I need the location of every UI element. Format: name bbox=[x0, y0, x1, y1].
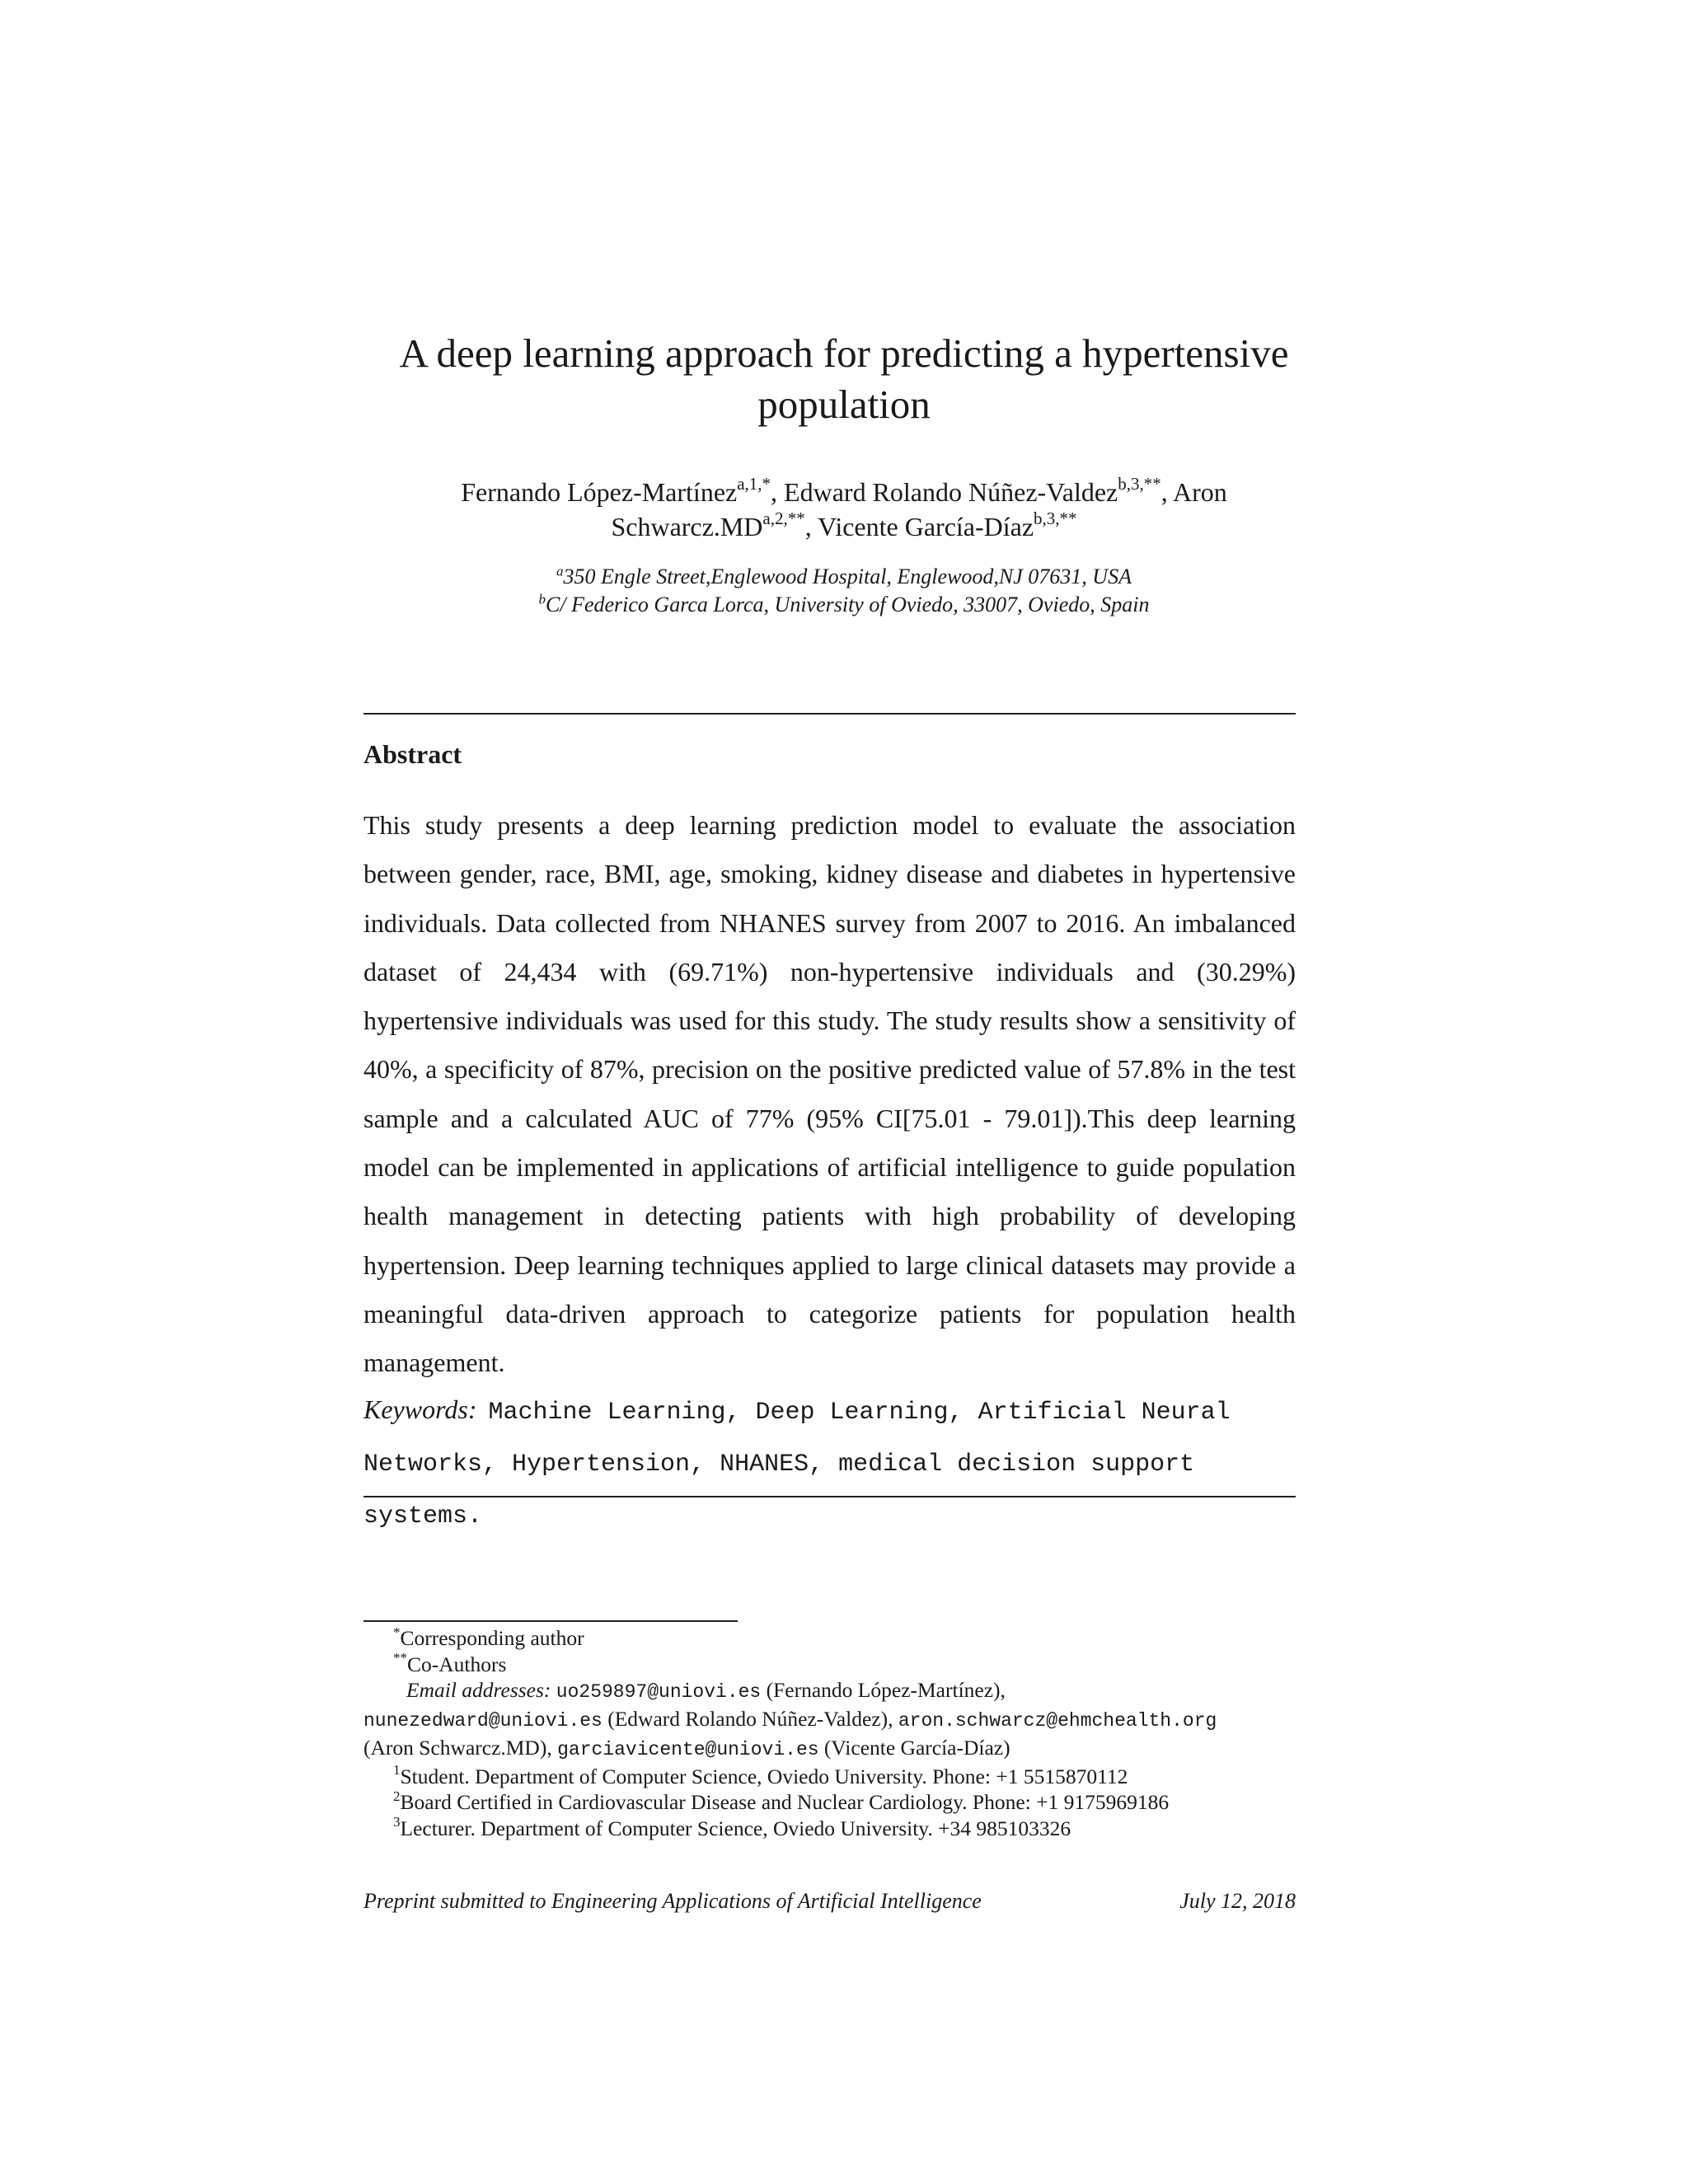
footnote-mark: 1 bbox=[393, 1762, 401, 1779]
footnote-coauthors bbox=[363, 1652, 1303, 1678]
email-link[interactable]: aron.schwarcz@ehmchealth.org bbox=[898, 1710, 1217, 1732]
preprint-footer bbox=[363, 1887, 1296, 1915]
author-marks: a,1,* bbox=[737, 474, 771, 494]
affiliation-mark: b bbox=[538, 591, 546, 607]
author-name: Fernando López-Martínez bbox=[461, 477, 738, 507]
keywords-block bbox=[363, 1385, 1296, 1541]
author-name: Edward Rolando Núñez-Valdez bbox=[784, 477, 1118, 507]
affiliation-line bbox=[363, 563, 1325, 591]
author-list bbox=[363, 475, 1325, 544]
email-link[interactable]: nunezedward@uniovi.es bbox=[363, 1710, 603, 1732]
email-owner: (Fernando López-Martínez), bbox=[766, 1678, 1006, 1703]
affiliations bbox=[363, 563, 1325, 619]
footnote-corresponding bbox=[363, 1625, 1303, 1652]
footnote-rule bbox=[363, 1620, 738, 1622]
footnote-mark: 2 bbox=[393, 1788, 401, 1804]
affiliation-line bbox=[363, 591, 1325, 619]
email-owner: (Vicente García-Díaz) bbox=[823, 1735, 1010, 1760]
author-separator: , bbox=[804, 512, 818, 541]
author-marks: b,3,** bbox=[1034, 509, 1077, 529]
author-separator: , bbox=[1160, 477, 1173, 507]
footnotes bbox=[363, 1625, 1303, 1842]
footnote-mark: ** bbox=[393, 1650, 407, 1666]
footnote-text: Student. Department of Computer Science, Oviedo University. Phone: +1 5515870112 bbox=[400, 1764, 1128, 1788]
affiliation-mark: a bbox=[556, 563, 564, 579]
paper-title: A deep learning approach for predicting a hypertensive population bbox=[399, 330, 1289, 427]
footnote-note bbox=[363, 1789, 1303, 1816]
footnote-mark: 3 bbox=[393, 1814, 401, 1830]
abstract-top-rule bbox=[363, 713, 1296, 715]
submission-note: Preprint submitted to Engineering Applications of Artificial Intelligence bbox=[363, 1889, 982, 1913]
abstract-text: This study presents a deep learning prediction model to evaluate the association between gender, race, BMI, age, smoking, kidney disease and diabetes in hypertensive individuals. Data collected from NHANES survey from 2007 to 2016. An imbalanced dataset of 24,434 with (69.71%) non-hypertensive individuals and (30.29%) hypertensive individuals was used for this study. The study results show a sensitivity of 40%, a specificity of 87%, precision on the positive predicted value of 57.8% in the test sample and a calculated AUC of 77% (95% CI[75.01 - 79.01]).This deep learning model can be implemented in applications of artificial intelligence to guide population health management in detecting patients with high probability of developing hypertension. Deep learning techniques applied to large clinical datasets may provide a meaningful data-driven approach to categorize patients for population health management. bbox=[363, 810, 1296, 1378]
footnote-text: Corresponding author bbox=[400, 1626, 584, 1650]
email-owner: (Edward Rolando Núñez-Valdez), bbox=[607, 1707, 893, 1732]
email-link[interactable]: uo259897@uniovi.es bbox=[556, 1681, 762, 1704]
footnote-mark: * bbox=[393, 1624, 401, 1640]
author-separator: , bbox=[771, 477, 785, 507]
footnote-note bbox=[363, 1764, 1303, 1790]
footnote-emails bbox=[363, 1735, 1303, 1764]
keywords-text: Machine Learning, Deep Learning, Artificial Neural Networks, Hypertension, NHANES, medical decision support systems. bbox=[363, 1399, 1231, 1530]
email-link[interactable]: garciavicente@uniovi.es bbox=[557, 1738, 819, 1760]
author-marks: b,3,** bbox=[1118, 474, 1161, 494]
footnote-emails bbox=[363, 1706, 1303, 1735]
footnote-text: Board Certified in Cardiovascular Disease and Nuclear Cardiology. Phone: +1 9175969186 bbox=[400, 1790, 1170, 1815]
footnote-note bbox=[363, 1816, 1303, 1842]
email-label: Email addresses: bbox=[406, 1678, 551, 1703]
affiliation-text: 350 Engle Street,Englewood Hospital, Englewood,NJ 07631, USA bbox=[563, 565, 1132, 588]
email-owner: (Aron Schwarcz.MD), bbox=[363, 1735, 552, 1760]
author-marks: a,2,** bbox=[762, 509, 805, 529]
abstract-heading: Abstract bbox=[363, 739, 462, 769]
footnote-text: Lecturer. Department of Computer Science, Oviedo University. +34 985103326 bbox=[400, 1816, 1071, 1840]
submission-date: July 12, 2018 bbox=[1179, 1889, 1296, 1913]
footnote-text: Co-Authors bbox=[407, 1652, 507, 1676]
author-name: Vicente García-Díaz bbox=[818, 512, 1034, 541]
affiliation-text: C/ Federico Garca Lorca, University of Oviedo, 33007, Oviedo, Spain bbox=[546, 593, 1150, 616]
footnote-emails bbox=[363, 1677, 1303, 1706]
abstract-bottom-rule bbox=[363, 1496, 1296, 1497]
author-name: Aron Schwarcz.MD bbox=[611, 477, 1227, 541]
keywords-label: Keywords: bbox=[363, 1394, 477, 1424]
